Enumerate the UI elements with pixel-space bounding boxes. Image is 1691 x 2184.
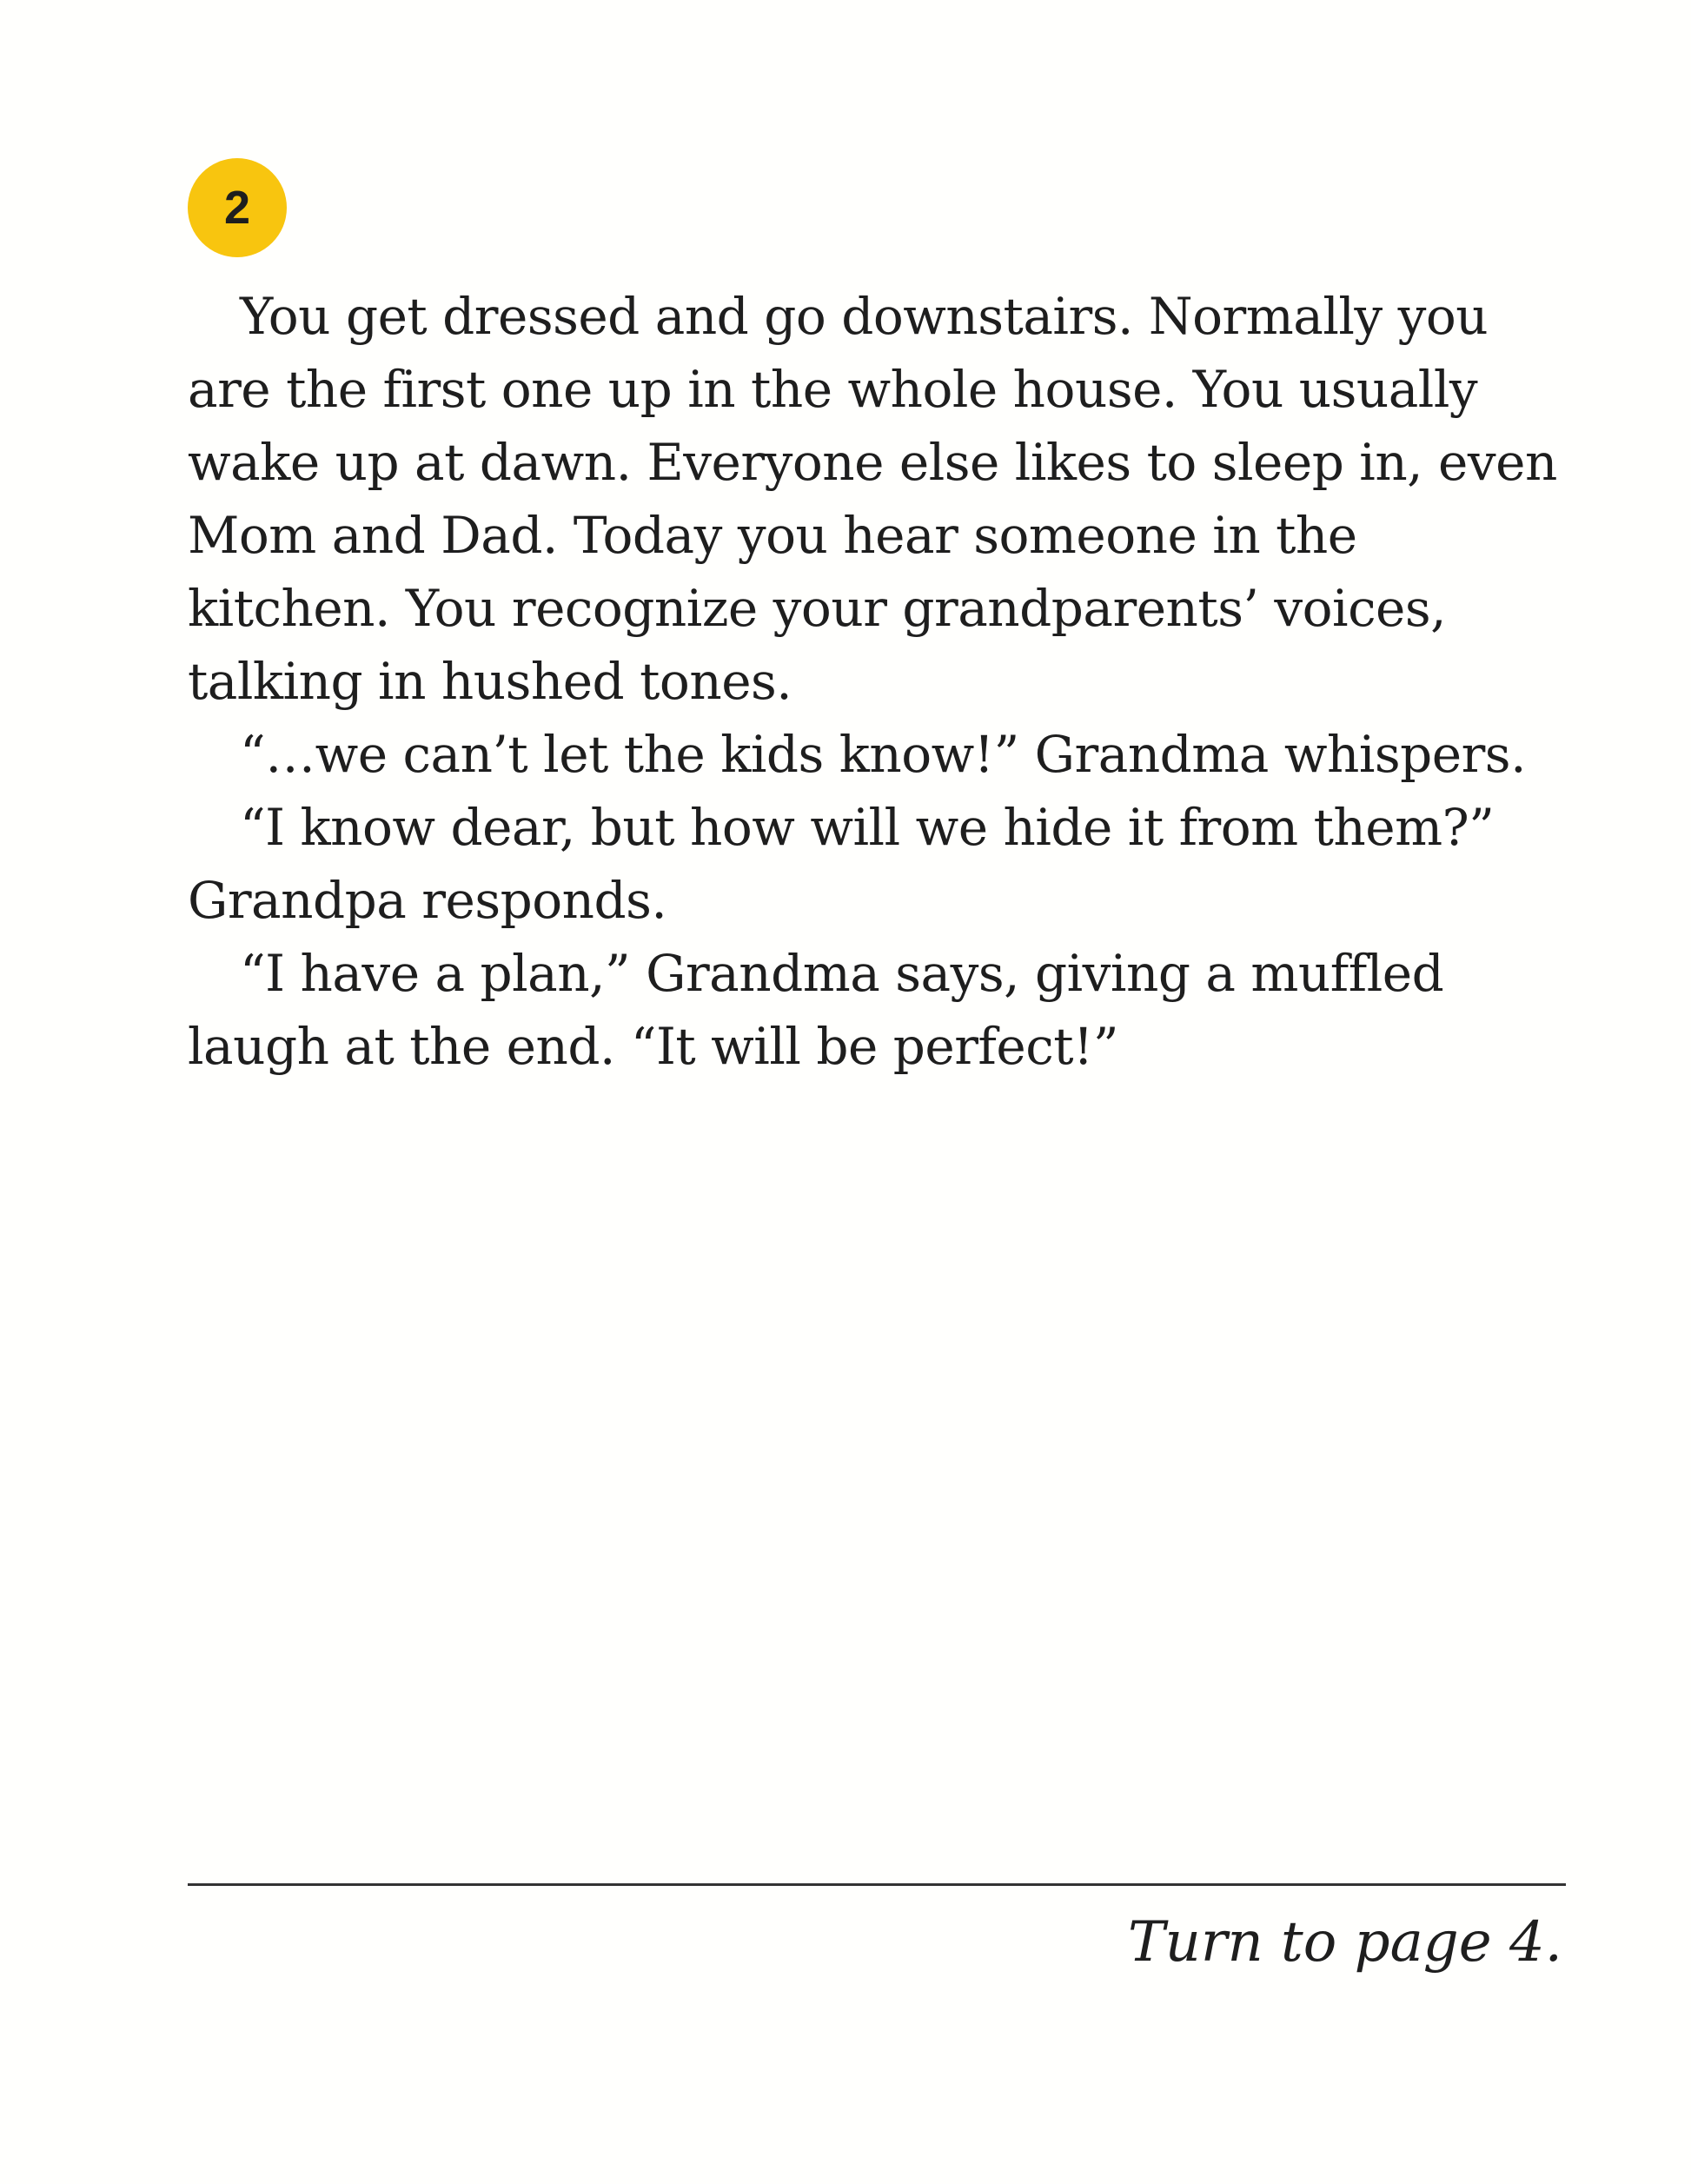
story-paragraph: “I have a plan,” Grandma says, giving a muffled laugh at the end. “It will be perfect!” — [188, 944, 1444, 1076]
story-text — [188, 280, 1569, 1083]
page-number-badge: 2 — [188, 158, 287, 257]
turn-to-page-instruction: Turn to page 4. — [1127, 1910, 1562, 1975]
story-paragraph: “I know dear, but how will we hide it from them?” Grandpa responds. — [188, 798, 1495, 930]
story-paragraph: You get dressed and go downstairs. Normally you are the first one up in the whole house. You usually wake up at dawn. Everyone else likes to sleep in, even Mom and Dad. Today you hear someone in the kitchen. You recognize your grandparents’ voices, talking in hushed tones. — [188, 287, 1557, 711]
footer-divider — [188, 1883, 1566, 1886]
story-paragraph: “…we can’t let the kids know!” Grandma whispers. — [240, 725, 1527, 784]
